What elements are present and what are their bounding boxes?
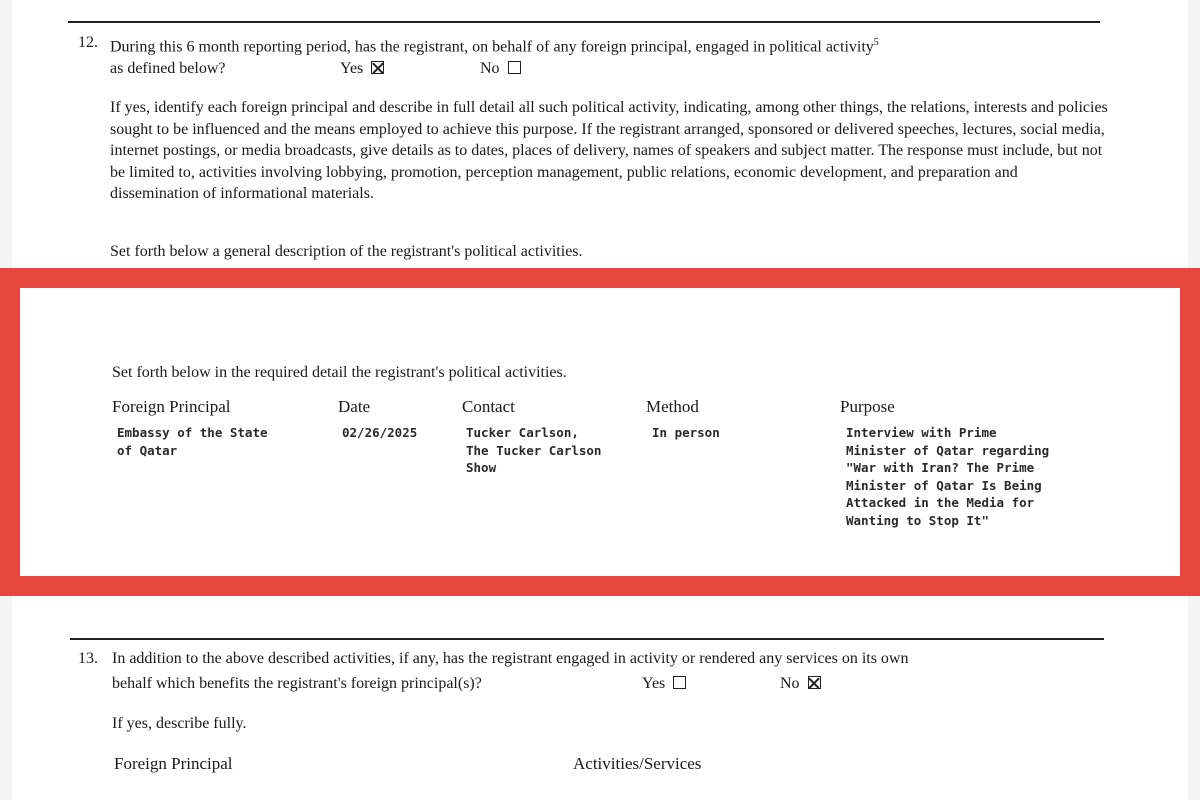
- q12-no-option[interactable]: [480, 58, 521, 79]
- q12-question-line1: [110, 32, 879, 57]
- q13-describe: If yes, describe fully.: [112, 715, 247, 732]
- q13-question-line2: behalf which benefits the registrant's foreign principal(s)?: [112, 675, 482, 692]
- entry-purpose: Interview with Prime Minister of Qatar regarding "War with Iran? The Prime Minister of Qatar Is Being Attacked in the Media for Wanting to Stop It": [846, 425, 1050, 528]
- col-header-date: Date: [338, 397, 371, 416]
- q12-general-description: Set forth below a general description of the registrant's political activities.: [110, 243, 583, 260]
- q13-yes-label: Yes: [642, 675, 666, 692]
- q13-no-option[interactable]: [780, 673, 821, 694]
- q12-yes-label: Yes: [340, 60, 364, 77]
- q12-instructions: If yes, identify each foreign principal and describe in full detail all such political activity, indicating, among other things, the relations, interests and policies sought to be influenced and the means employed to achieve this purpose. If the registrant arranged, sponsored or delivered speeches, lectures, social media, internet postings, or media broadcasts, give details as to dates, places of delivery, names of speakers and subject matter. The response must include, but not be limited to, activities involving lobbying, promotion, perception management, public relations, economic development, and preparation and dissemination of informational materials.: [110, 99, 1108, 202]
- col-header-method: Method: [646, 397, 699, 416]
- col-header-purpose: Purpose: [840, 397, 895, 416]
- q12-question-text: During this 6 month reporting period, has the registrant, on behalf of any foreign principal, engaged in political activity: [110, 38, 874, 56]
- q12-question-line2: as defined below?: [110, 60, 226, 77]
- col-header-contact: Contact: [462, 397, 515, 416]
- q13-yes-option[interactable]: [642, 673, 686, 694]
- q13-col-foreign-principal: Foreign Principal: [114, 754, 233, 773]
- q12-no-label: No: [480, 60, 500, 77]
- q12-no-checkbox[interactable]: [508, 61, 521, 74]
- q13-yes-checkbox[interactable]: [673, 676, 686, 689]
- q12-footnote: 5: [873, 37, 879, 48]
- entry-foreign-principal: Embassy of the State of Qatar: [117, 425, 268, 458]
- entry-date: 02/26/2025: [342, 425, 418, 440]
- q13-no-checkbox[interactable]: [808, 676, 821, 689]
- entry-contact: Tucker Carlson, The Tucker Carlson Show: [466, 425, 602, 475]
- q13-question-line1: In addition to the above described activities, if any, has the registrant engaged in activity or rendered any services on its own: [112, 650, 909, 667]
- top-divider: [68, 21, 1100, 23]
- entry-method: In person: [652, 425, 720, 440]
- q13-number: 13.: [78, 650, 98, 667]
- col-header-foreign-principal: Foreign Principal: [112, 397, 231, 416]
- q13-divider: [70, 638, 1104, 640]
- q12-yes-option[interactable]: [340, 58, 384, 79]
- q13-no-label: No: [780, 675, 800, 692]
- q12-yes-checkbox[interactable]: [371, 61, 384, 74]
- q12-number: 12.: [78, 34, 98, 51]
- activities-intro: Set forth below in the required detail the registrant's political activities.: [112, 364, 567, 381]
- q13-col-activities: Activities/Services: [573, 754, 702, 773]
